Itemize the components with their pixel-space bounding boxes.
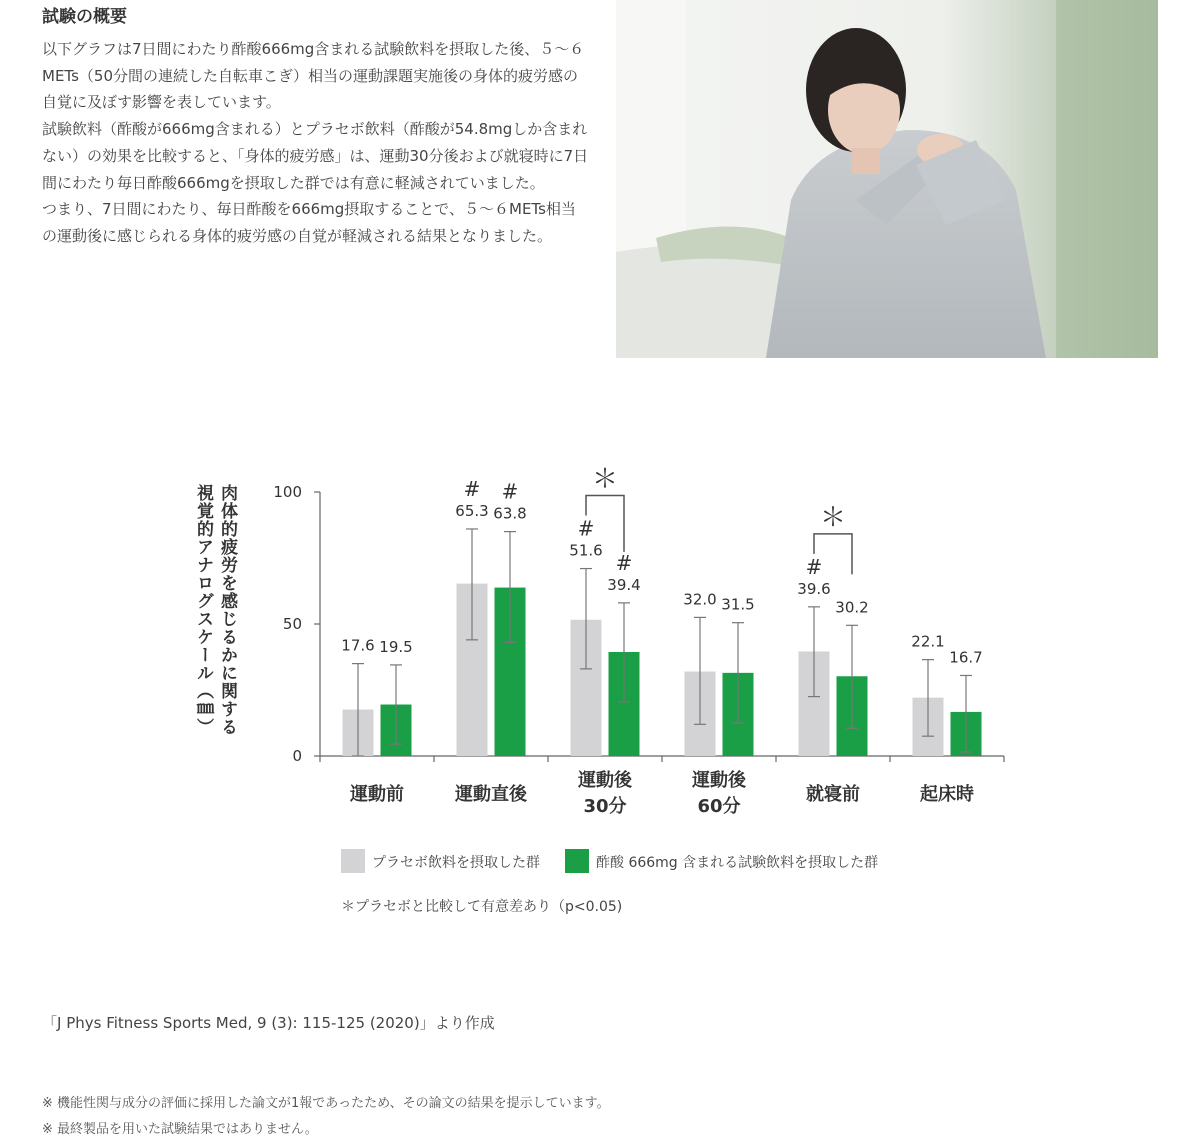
- hash-marker: #: [615, 550, 633, 575]
- section-heading: 試験の概要: [42, 7, 127, 27]
- legend-label: プラセボ飲料を摂取した群: [372, 855, 540, 871]
- x-tick-label: 起床時: [920, 784, 974, 805]
- legend-swatch-placebo: [341, 849, 365, 873]
- bar-chart: [0, 440, 1200, 840]
- description-paragraph: 試験飲料（酢酸が666mg含まれる）とプラセボ飲料（酢酸が54.8mgしか含まれない）の効果を比較すると、「身体的疲労感」は、運動30分後および就寝時に7日間にわたり毎日酢酸666mgを摂取した群では有意に軽減されていました。: [42, 120, 589, 192]
- photo-illustration: [616, 0, 1158, 358]
- x-tick-label: 運動後: [578, 770, 632, 791]
- data-label: 63.8: [493, 504, 527, 523]
- data-label: 39.6: [797, 579, 831, 598]
- x-tick-label: 60分: [697, 796, 741, 817]
- footnote: ※ 機能性関与成分の評価に採用した論文が1報であったため、その論文の結果を提示しています。: [42, 1096, 610, 1111]
- data-label: 19.5: [379, 637, 413, 656]
- legend-label: 酢酸 666mg 含まれる試験飲料を摂取した群: [596, 855, 879, 871]
- significance-note: ＊プラセボと比較して有意差あり（p<0.05): [341, 899, 623, 915]
- data-label: 16.7: [949, 648, 983, 667]
- data-label: 51.6: [569, 541, 603, 560]
- description-paragraph: 以下グラフは7日間にわたり酢酸666mg含まれる試験飲料を摂取した後、５～６METs（50分間の連続した自転車こぎ）相当の運動課題実施後の身体的疲労感の自覚に及ぼす影響を表しています。: [42, 40, 585, 112]
- description: [42, 36, 590, 250]
- description-paragraph: つまり、7日間にわたり、毎日酢酸を666mg摂取することで、５～６METs相当の運動後に感じられる身体的疲労感の自覚が軽減される結果となりました。: [42, 200, 576, 245]
- data-label: 65.3: [455, 501, 489, 520]
- footnote: ※ 最終製品を用いた試験結果ではありません。: [42, 1122, 318, 1137]
- legend-swatch-acetic-acid: [565, 849, 589, 873]
- y-axis-label-line: 視覚的アナログスケール（㎜）: [193, 484, 213, 736]
- hash-marker: #: [463, 476, 481, 501]
- data-label: 32.0: [683, 590, 717, 609]
- hash-marker: #: [577, 516, 595, 541]
- x-tick-label: 運動前: [350, 784, 404, 805]
- source-citation: 「J Phys Fitness Sports Med, 9 (3): 115-125 (2020)」より作成: [42, 1014, 495, 1032]
- x-tick-label: 運動直後: [455, 784, 527, 805]
- data-label: 31.5: [721, 595, 755, 614]
- x-tick-label: 運動後: [692, 770, 746, 791]
- hash-marker: #: [501, 479, 519, 504]
- data-label: 22.1: [911, 632, 945, 651]
- x-tick-label: 30分: [583, 796, 627, 817]
- data-label: 17.6: [341, 636, 375, 655]
- data-label: 30.2: [835, 598, 869, 617]
- woman-shoulder-pain-photo: [616, 0, 1158, 358]
- y-tick-label: 0: [292, 747, 302, 765]
- y-tick-label: 50: [282, 615, 302, 633]
- hash-marker: #: [805, 554, 823, 579]
- x-tick-label: 就寝前: [806, 784, 860, 805]
- significance-marker: ＊: [819, 502, 847, 533]
- y-axis-label-line: 肉体的疲労を感じるかに関する: [217, 484, 237, 736]
- significance-marker: ＊: [591, 464, 619, 495]
- data-label: 39.4: [607, 575, 641, 594]
- y-tick-label: 100: [273, 483, 302, 501]
